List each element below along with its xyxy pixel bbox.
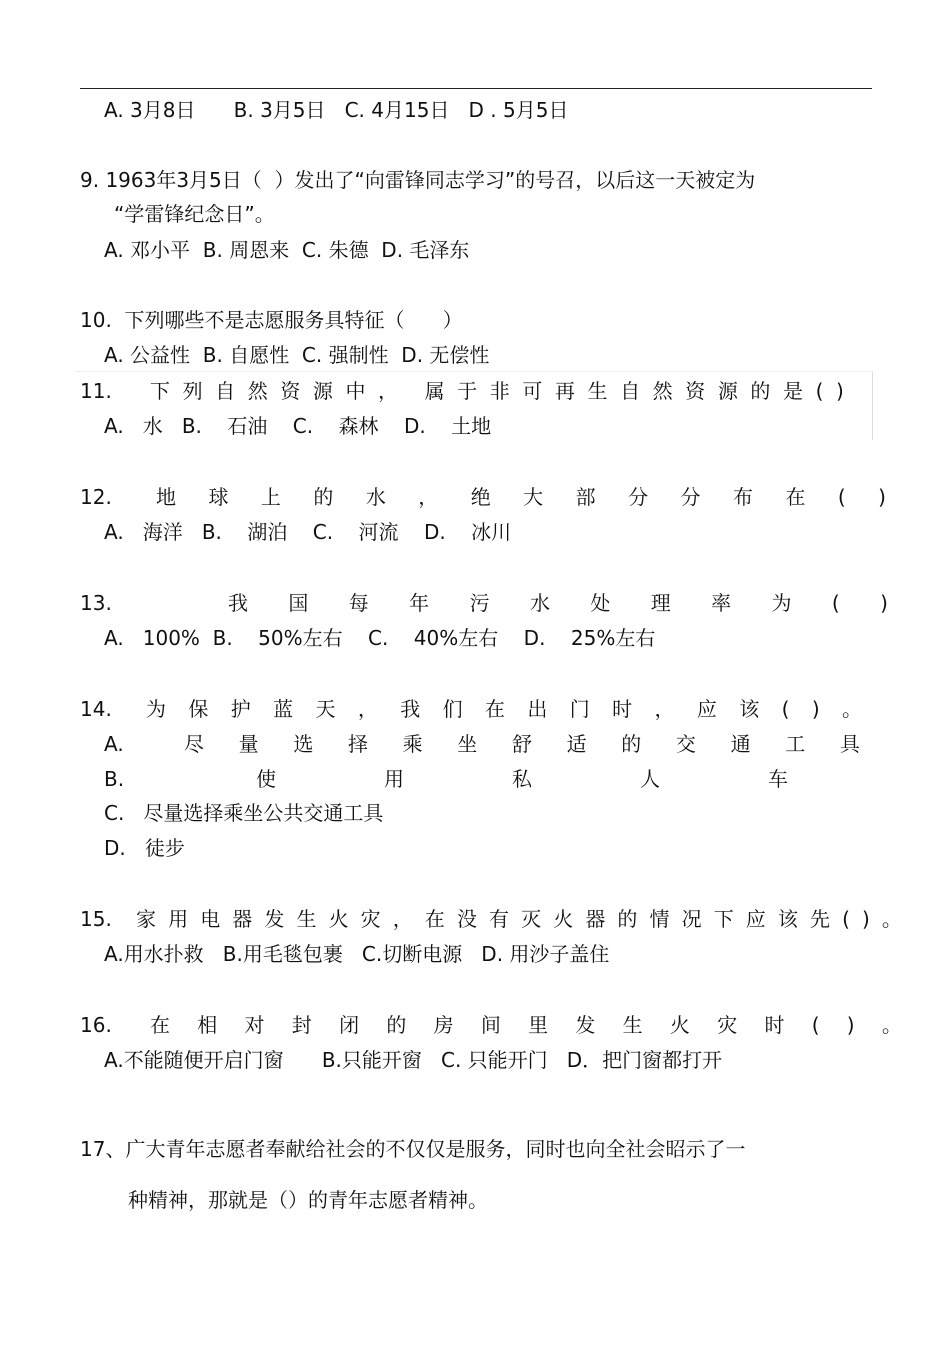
q14-number: 14. <box>80 697 112 721</box>
q14-option-c: C. 尽量选择乘坐公共交通工具 <box>104 801 384 825</box>
q14-option-b-label: B. <box>104 767 125 791</box>
q11-stem: 下 列 自 然 资 源 中 ， 属 于 非 可 再 生 自 然 资 源 的 是 ( ) <box>150 379 844 403</box>
q9-stem-line2: “学雷锋纪念日”。 <box>114 202 275 226</box>
q9-stem-line1: 9. 1963年3月5日（ ）发出了“向雷锋同志学习”的号召，以后这一天被定为 <box>80 168 756 192</box>
q17-stem-line2: 种精神，那就是（）的青年志愿者精神。 <box>128 1188 488 1212</box>
q15-options: A.用水扑救 B.用毛毯包裹 C.切断电源 D. 用沙子盖住 <box>104 942 610 966</box>
q13-stem: 我 国 每 年 污 水 处 理 率 为 ( ) <box>228 591 888 615</box>
q9-options: A. 邓小平 B. 周恩来 C. 朱德 D. 毛泽东 <box>104 238 470 262</box>
q11-options: A. 水 B. 石油 C. 森林 D. 土地 <box>104 414 492 438</box>
q14-option-b: 使 用 私 人 车 <box>256 767 788 791</box>
q12-stem: 地 球 上 的 水 ， 绝 大 部 分 分 布 在 ( ) <box>156 485 886 509</box>
q15-number: 15. <box>80 907 112 931</box>
q14-option-a-label: A. <box>104 732 124 756</box>
q13-number: 13. <box>80 591 112 615</box>
q14-stem: 为 保 护 蓝 天 ， 我 们 在 出 门 时 ， 应 该 ( ) 。 <box>146 697 862 721</box>
q16-number: 16. <box>80 1013 112 1037</box>
q10-options: A. 公益性 B. 自愿性 C. 强制性 D. 无偿性 <box>104 343 490 367</box>
q12-options: A. 海洋 B. 湖泊 C. 河流 D. 冰川 <box>104 520 512 544</box>
header-rule <box>80 88 872 89</box>
q13-options: A. 100% B. 50%左右 C. 40%左右 D. 25%左右 <box>104 626 656 650</box>
q15-stem: 家 用 电 器 发 生 火 灾 ， 在 没 有 灭 火 器 的 情 况 下 应 该 先 ( ) 。 <box>136 907 902 931</box>
q17-stem-line1: 17、广大青年志愿者奉献给社会的不仅仅是服务，同时也向全社会昭示了一 <box>80 1137 746 1161</box>
q10-stem: 10. 下列哪些不是志愿服务具特征（ ） <box>80 308 463 332</box>
q11-number: 11. <box>80 379 112 403</box>
q8-options: A. 3月8日 B. 3月5日 C. 4月15日 D . 5月5日 <box>104 98 569 122</box>
q14-option-a: 尽 量 选 择 乘 坐 舒 适 的 交 通 工 具 <box>184 732 860 756</box>
q12-number: 12. <box>80 485 112 509</box>
q16-stem: 在 相 对 封 闭 的 房 间 里 发 生 火 灾 时 ( ) 。 <box>150 1013 902 1037</box>
q16-options: A.不能随便开启门窗 B.只能开窗 C. 只能开门 D．把门窗都打开 <box>104 1048 723 1072</box>
q14-option-d: D. 徒步 <box>104 836 185 860</box>
